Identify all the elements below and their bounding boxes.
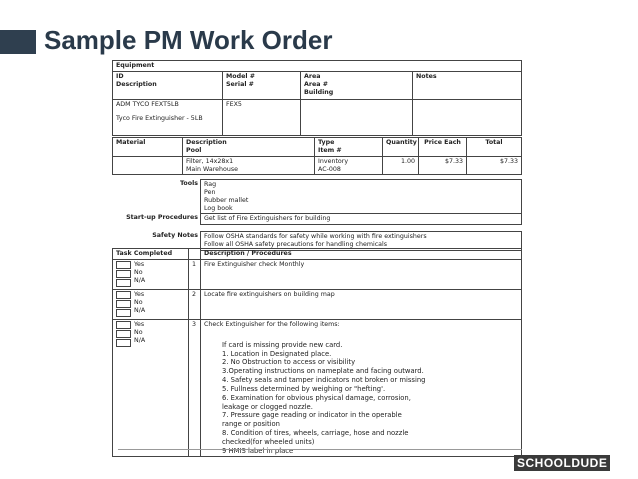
material-header: Material bbox=[113, 138, 183, 157]
na-checkbox[interactable] bbox=[116, 309, 131, 317]
task-text: Locate fire extinguishers on building map bbox=[201, 289, 522, 319]
startup-box: Get list of Fire Extinguishers for building bbox=[200, 213, 522, 225]
tasks-table bbox=[112, 248, 522, 457]
material-price-cell: $7.33 bbox=[419, 156, 467, 175]
task-checkboxes: Yes No N/A bbox=[113, 319, 189, 457]
title-accent-bar bbox=[0, 30, 36, 54]
tool-item: Rag bbox=[204, 181, 217, 188]
no-checkbox[interactable] bbox=[116, 270, 131, 278]
equipment-table bbox=[112, 60, 522, 136]
material-total-cell: $7.33 bbox=[467, 156, 522, 175]
material-table bbox=[112, 137, 522, 175]
detail-line: 6. Examination for obvious physical damage, corrosion, leakage or clogged nozzle. bbox=[222, 393, 411, 411]
equipment-id-cell: ADM TYCO FEXT5LB Tyco Fire Extinguisher - 5LB bbox=[113, 99, 223, 135]
material-desc-cell: Filter, 14x28x1 Main Warehouse bbox=[183, 156, 315, 175]
slide-title: Sample PM Work Order bbox=[44, 25, 333, 55]
yes-checkbox[interactable] bbox=[116, 261, 131, 269]
page-bottom-rule bbox=[118, 449, 522, 450]
startup-label: Start-up Procedures bbox=[126, 214, 198, 221]
equipment-section-label: Equipment bbox=[113, 61, 522, 72]
detail-line: If card is missing provide new card. bbox=[222, 340, 343, 349]
yes-checkbox[interactable] bbox=[116, 321, 131, 329]
material-desc-header: Description Pool bbox=[183, 138, 315, 157]
task-text: Check Extinguisher for the following items: If card is missing provide new card. 1. Location in Designated place. 2. No Obstruction to access or visibility 3.Operating instructions on nameplate and facing outward. 4. Safety seals and tamper indicators not broken or missing 5. Fullness determined by weighing or "hefting'. 6. Examination for obvious physical damage, corrosion, leakage or clogged nozzle. 7. Pressure gage reading or indicator in the operable range or position 8. Condition of tires, wheels, carriage, hose and nozzle checked(for wheeled units) 9 HMIS label in place bbox=[201, 319, 522, 457]
material-type-cell: Inventory AC-008 bbox=[315, 156, 383, 175]
safety-box: Follow OSHA standards for safety while working with fire extinguishers Follow all OSHA safety precautions for handling chemicals bbox=[200, 231, 522, 251]
detail-line: 4. Safety seals and tamper indicators not broken or missing bbox=[222, 376, 426, 385]
equipment-model-header: Model # Serial # bbox=[223, 71, 301, 99]
equipment-notes-cell bbox=[413, 99, 522, 135]
task-number: 2 bbox=[189, 289, 201, 319]
task-checkboxes: Yes No N/A bbox=[113, 259, 189, 289]
detail-line: 2. No Obstruction to access or visibility bbox=[222, 358, 356, 367]
tools-label: Tools bbox=[179, 180, 198, 187]
task-number: 3 bbox=[189, 319, 201, 457]
schooldude-logo: SCHOOLDUDE bbox=[514, 455, 610, 471]
material-qty-header: Quantity bbox=[383, 138, 419, 157]
task-checkboxes: Yes No N/A bbox=[113, 289, 189, 319]
tools-box bbox=[200, 179, 522, 215]
detail-line: 5. Fullness determined by weighing or "hefting'. bbox=[222, 384, 386, 393]
material-price-header: Price Each bbox=[419, 138, 467, 157]
equipment-notes-header: Notes bbox=[413, 71, 522, 99]
detail-line: 9 HMIS label in place bbox=[222, 446, 294, 455]
equipment-area-cell bbox=[301, 99, 413, 135]
task-number: 1 bbox=[189, 259, 201, 289]
tool-item: Pen bbox=[204, 188, 216, 196]
task-desc-header: Description / Procedures bbox=[201, 249, 522, 260]
equipment-model-cell: FEX5 bbox=[223, 99, 301, 135]
equipment-area-header: Area Area # Building bbox=[301, 71, 413, 99]
yes-checkbox[interactable] bbox=[116, 291, 131, 299]
safety-label: Safety Notes bbox=[152, 232, 198, 239]
material-cell bbox=[113, 156, 183, 175]
tool-item: Rubber mallet bbox=[204, 196, 249, 204]
task-text: Fire Extinguisher check Monthly bbox=[201, 259, 522, 289]
task-completed-header: Task Completed bbox=[113, 249, 189, 260]
na-checkbox[interactable] bbox=[116, 339, 131, 347]
tool-item: Log book bbox=[204, 204, 233, 212]
no-checkbox[interactable] bbox=[116, 300, 131, 308]
material-type-header: Type Item # bbox=[315, 138, 383, 157]
no-checkbox[interactable] bbox=[116, 330, 131, 338]
detail-line: 7. Pressure gage reading or indicator in the operable range or position bbox=[222, 411, 402, 429]
detail-line: 3.Operating instructions on nameplate and facing outward. bbox=[222, 367, 424, 376]
detail-line: 1. Location in Designated place. bbox=[222, 349, 332, 358]
material-total-header: Total bbox=[467, 138, 522, 157]
na-checkbox[interactable] bbox=[116, 279, 131, 287]
equipment-id-header: ID Description bbox=[113, 71, 223, 99]
material-qty-cell: 1.00 bbox=[383, 156, 419, 175]
detail-line: 8. Condition of tires, wheels, carriage, hose and nozzle checked(for wheeled units) bbox=[222, 429, 409, 446]
